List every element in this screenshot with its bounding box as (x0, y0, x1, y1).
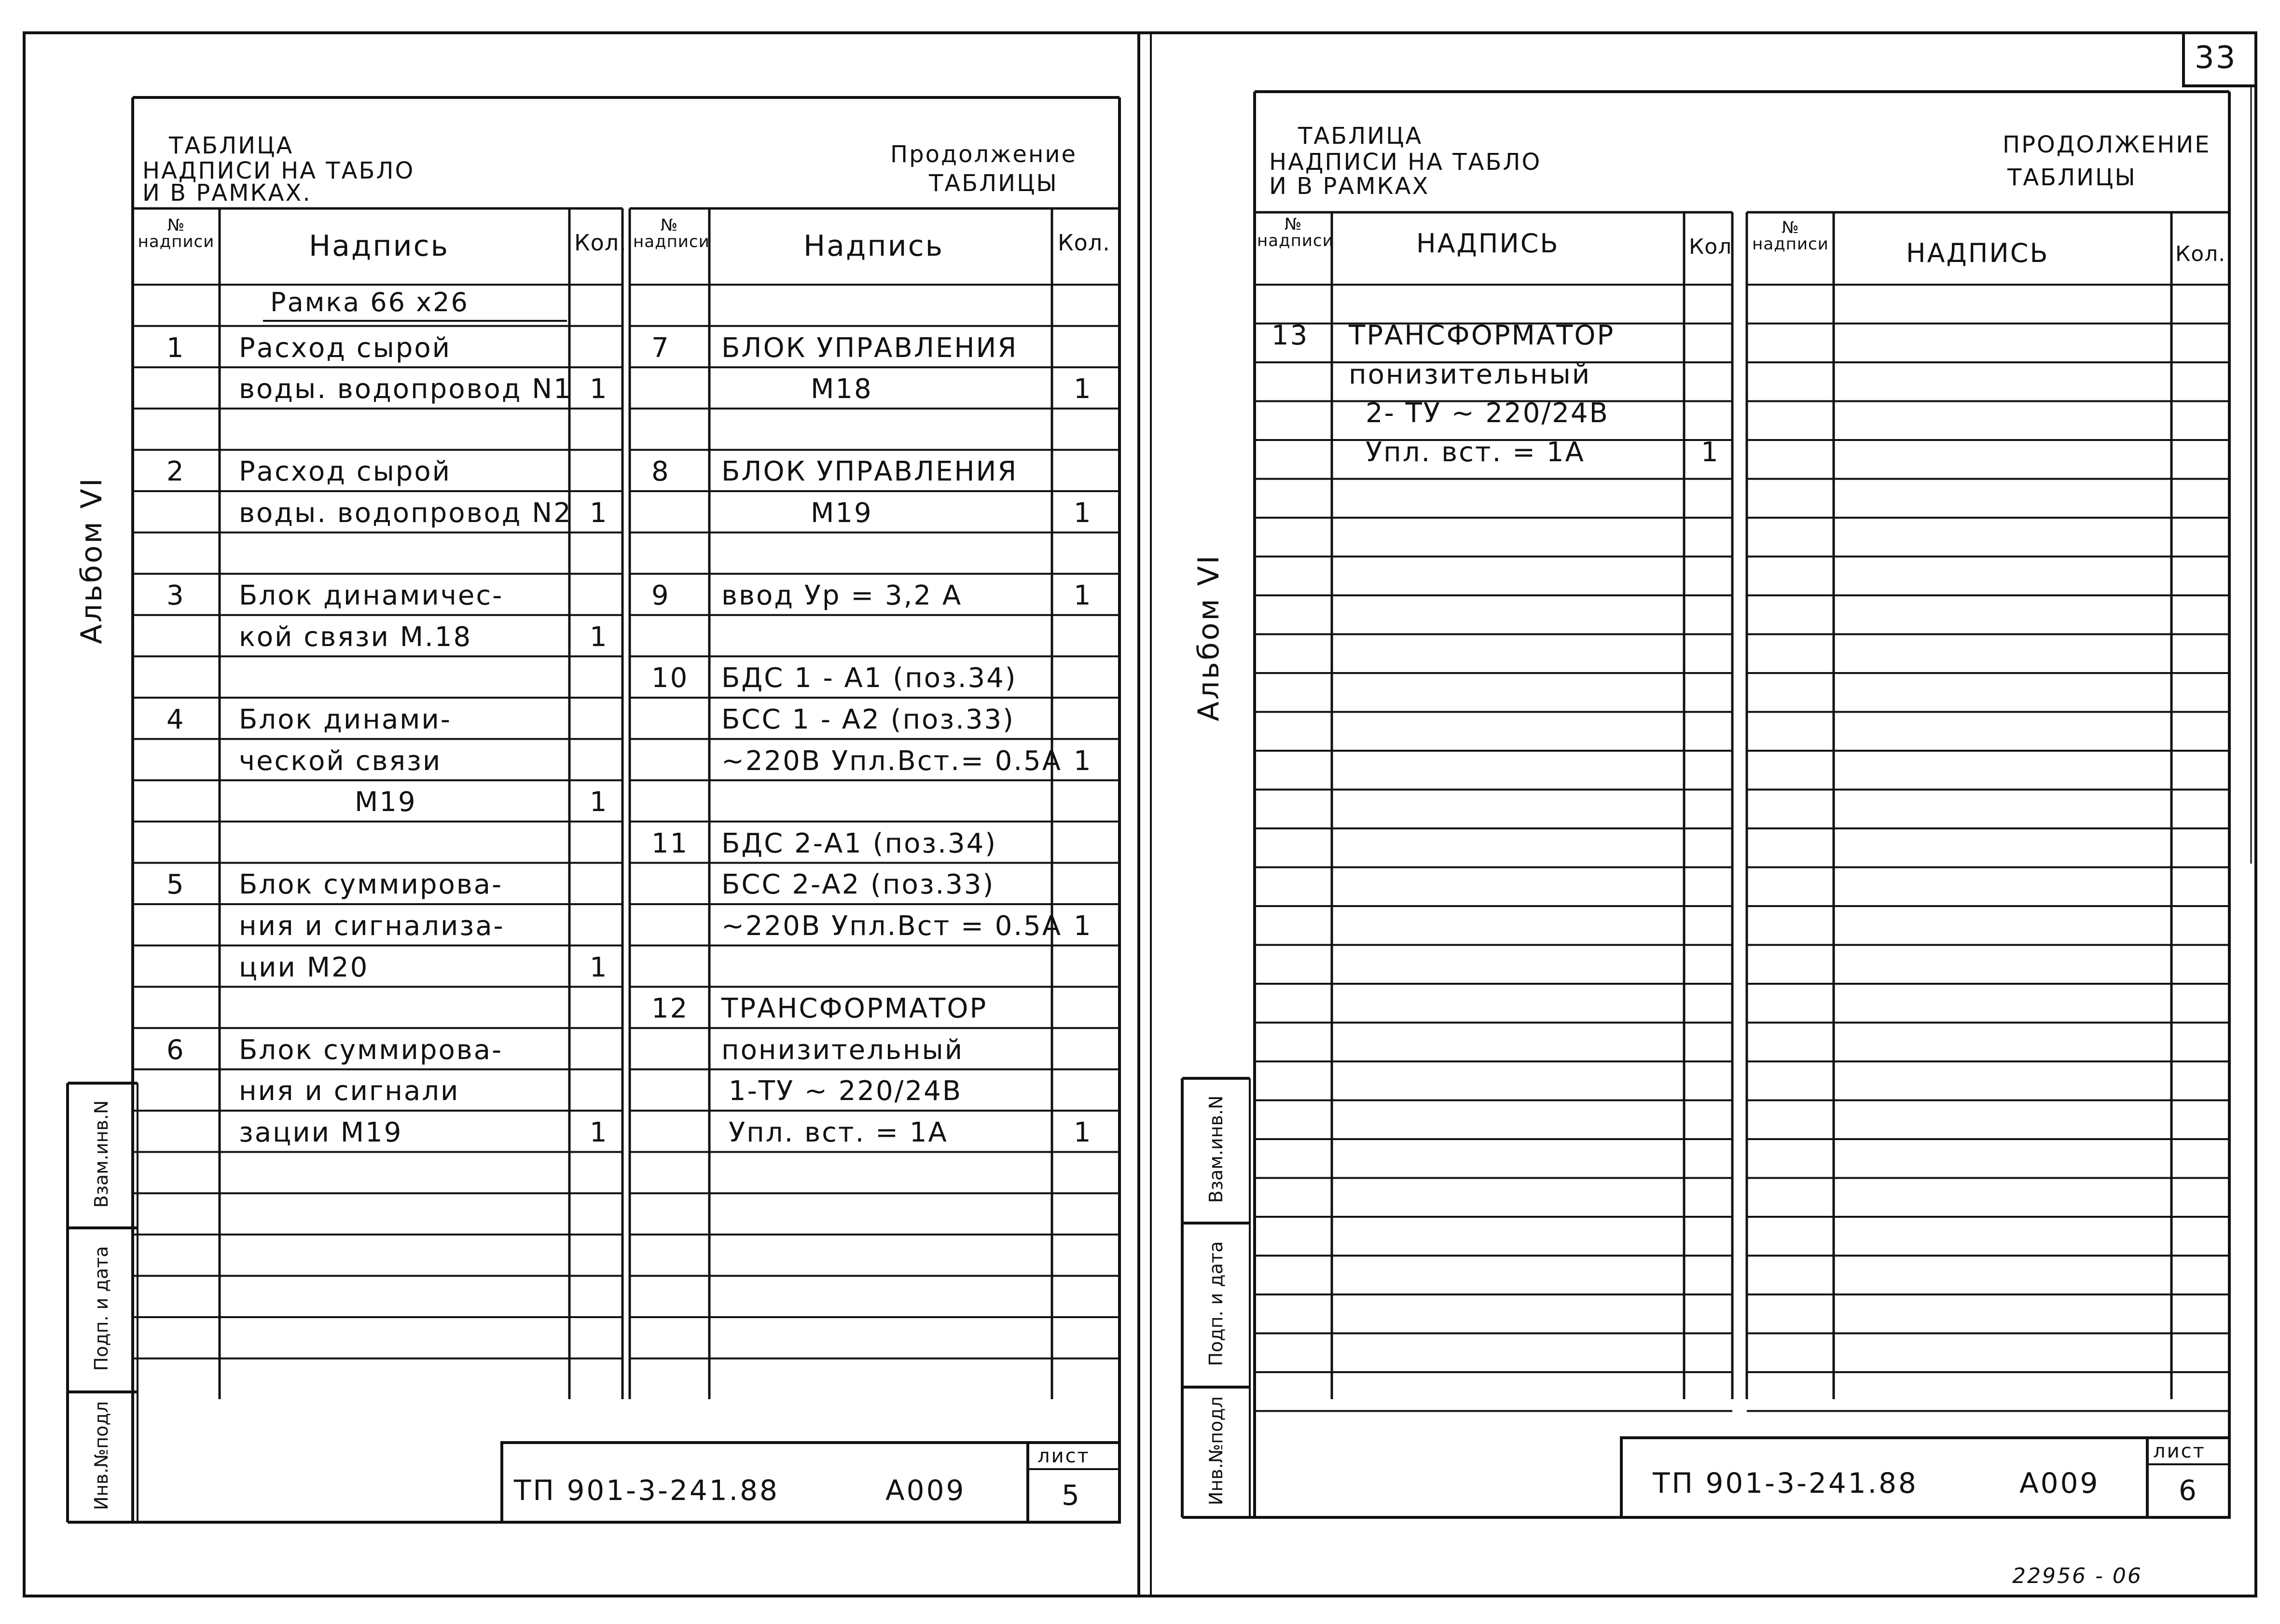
row-text: 2- ТУ ~ 220/24В (1366, 398, 1609, 429)
row-number: 10 (651, 662, 689, 694)
row-text: ТРАНСФОРМАТОР (1349, 320, 1615, 351)
row-qty: 1 (1074, 373, 1092, 405)
title-line-3-right: И В РАМКАХ (1269, 173, 1430, 200)
sheet-number: 33 (2195, 40, 2237, 76)
row-text: Блок суммирова- (239, 1034, 503, 1066)
stamp-album-left: А009 (885, 1474, 966, 1507)
row-number: 9 (651, 580, 670, 612)
row-text: ТРАНСФОРМАТОР (721, 993, 988, 1025)
side-label-sign-right: Подп. и дата (1205, 1241, 1227, 1366)
title-line-1-right: ТАБЛИЦА (1298, 123, 1423, 150)
col-no-header-right-2: № надписи (1752, 218, 1829, 254)
archive-number: 22956 - 06 (2012, 1564, 2142, 1588)
row-text: М19 (811, 497, 873, 529)
row-text: Блок динами- (239, 704, 452, 735)
row-number: 7 (651, 332, 670, 364)
row-text: Расход сырой (239, 332, 452, 364)
row-number: 13 (1271, 320, 1309, 351)
row-text: понизительный (1349, 358, 1591, 390)
row-text: БДС 2-А1 (поз.34) (721, 827, 997, 859)
row-text: Упл. вст. = 1А (1366, 436, 1585, 468)
row-number: 4 (166, 704, 185, 735)
row-qty: 1 (1074, 580, 1092, 612)
col-no-header-right-1: № надписи (1257, 215, 1334, 250)
side-label-inv-left: Инв.№подл (91, 1401, 112, 1510)
continuation-line-2-right: ТАБЛИЦЫ (2007, 164, 2137, 191)
stamp-code-right: ТП 901-3-241.88 (1653, 1467, 1918, 1500)
row-qty: 1 (590, 786, 608, 818)
stamp-sheet-label-left: лист (1037, 1445, 1090, 1467)
album-label-right: Альбом VI (1192, 553, 1226, 721)
row-number: 5 (166, 869, 185, 901)
side-label-inv-right: Инв.№подл (1205, 1396, 1227, 1505)
row-number: 8 (651, 456, 670, 488)
side-label-swap-left: Взам.инв.N (91, 1100, 112, 1208)
row-qty: 1 (1074, 1117, 1092, 1148)
row-number: 2 (166, 456, 185, 488)
row-number: 6 (166, 1034, 185, 1066)
row-text: БСС 1 - А2 (поз.33) (721, 704, 1015, 735)
row-text: Блок динамичес- (239, 580, 504, 612)
row-text: ввод Ур = 3,2 А (721, 580, 963, 612)
row-text: БСС 2-А2 (поз.33) (721, 869, 995, 901)
stamp-sheet-label-right: лист (2153, 1440, 2206, 1462)
col-text-header-left-1: Надпись (309, 229, 449, 263)
row-qty: 1 (1074, 497, 1092, 529)
row-text: БЛОК УПРАВЛЕНИЯ (721, 332, 1018, 364)
row-qty: 1 (590, 497, 608, 529)
row-text: воды. водопровод N2 (239, 497, 572, 529)
row-text: кой связи М.18 (239, 621, 472, 653)
stamp-sheet-right: 6 (2179, 1474, 2198, 1507)
frame-caption: Рамка 66 х26 (270, 287, 469, 317)
side-label-swap-right: Взам.инв.N (1205, 1095, 1227, 1203)
row-text: ~220В Упл.Вст.= 0.5А (721, 745, 1063, 777)
row-text: ~220В Упл.Вст = 0.5А (721, 910, 1063, 942)
col-text-header-left-2: Надпись (803, 229, 944, 263)
row-text: Расход сырой (239, 456, 452, 488)
row-qty: 1 (1074, 745, 1092, 777)
row-number: 3 (166, 580, 185, 612)
row-text: 1-ТУ ~ 220/24В (729, 1075, 963, 1107)
row-qty: 1 (590, 373, 608, 405)
continuation-line-1-right: ПРОДОЛЖЕНИЕ (2003, 131, 2211, 158)
row-text: зации М19 (239, 1117, 403, 1148)
row-number: 12 (651, 993, 689, 1025)
row-text: понизительный (721, 1034, 964, 1066)
row-qty: 1 (590, 951, 608, 983)
col-no-header-left-2: № надписи (633, 216, 710, 251)
row-text: БДС 1 - А1 (поз.34) (721, 662, 1017, 694)
row-text: Упл. вст. = 1А (729, 1117, 948, 1148)
col-qty-header-right-1: Кол (1689, 234, 1732, 259)
stamp-code-left: ТП 901-3-241.88 (514, 1474, 779, 1507)
col-text-header-right-1: НАДПИСЬ (1416, 228, 1560, 259)
continuation-line-2-left: ТАБЛИЦЫ (929, 170, 1058, 197)
row-number: 1 (166, 332, 185, 364)
side-label-sign-left: Подп. и дата (91, 1246, 112, 1371)
row-qty: 1 (1074, 910, 1092, 942)
col-qty-header-right-2: Кол. (2175, 242, 2226, 266)
col-qty-header-left-1: Кол. (574, 230, 627, 256)
row-qty: 1 (1701, 436, 1720, 468)
continuation-line-1-left: Продолжение (890, 141, 1078, 168)
row-text: воды. водопровод N1 (239, 373, 572, 405)
row-text: ции М20 (239, 951, 369, 983)
row-text: М18 (811, 373, 873, 405)
album-label-left: Альбом VI (75, 476, 109, 644)
row-qty: 1 (590, 1117, 608, 1148)
row-qty: 1 (590, 621, 608, 653)
row-number: 11 (651, 827, 689, 859)
title-line-3-left: И В РАМКАХ. (142, 179, 312, 206)
col-no-header-left-1: № надписи (138, 216, 215, 251)
row-text: М19 (355, 786, 417, 818)
row-text: ния и сигнали (239, 1075, 460, 1107)
title-line-2-right: НАДПИСИ НА ТАБЛО (1269, 149, 1542, 176)
col-text-header-right-2: НАДПИСЬ (1906, 238, 2049, 268)
row-text: БЛОК УПРАВЛЕНИЯ (721, 456, 1018, 488)
title-line-1-left: ТАБЛИЦА (169, 132, 294, 159)
row-text: ния и сигнализа- (239, 910, 505, 942)
title-line-2-left: НАДПИСИ НА ТАБЛО (142, 157, 415, 184)
stamp-sheet-left: 5 (1062, 1479, 1081, 1512)
col-qty-header-left-2: Кол. (1058, 230, 1110, 256)
row-text: ческой связи (239, 745, 442, 777)
row-text: Блок суммирова- (239, 869, 503, 901)
stamp-album-right: А009 (2019, 1467, 2100, 1500)
